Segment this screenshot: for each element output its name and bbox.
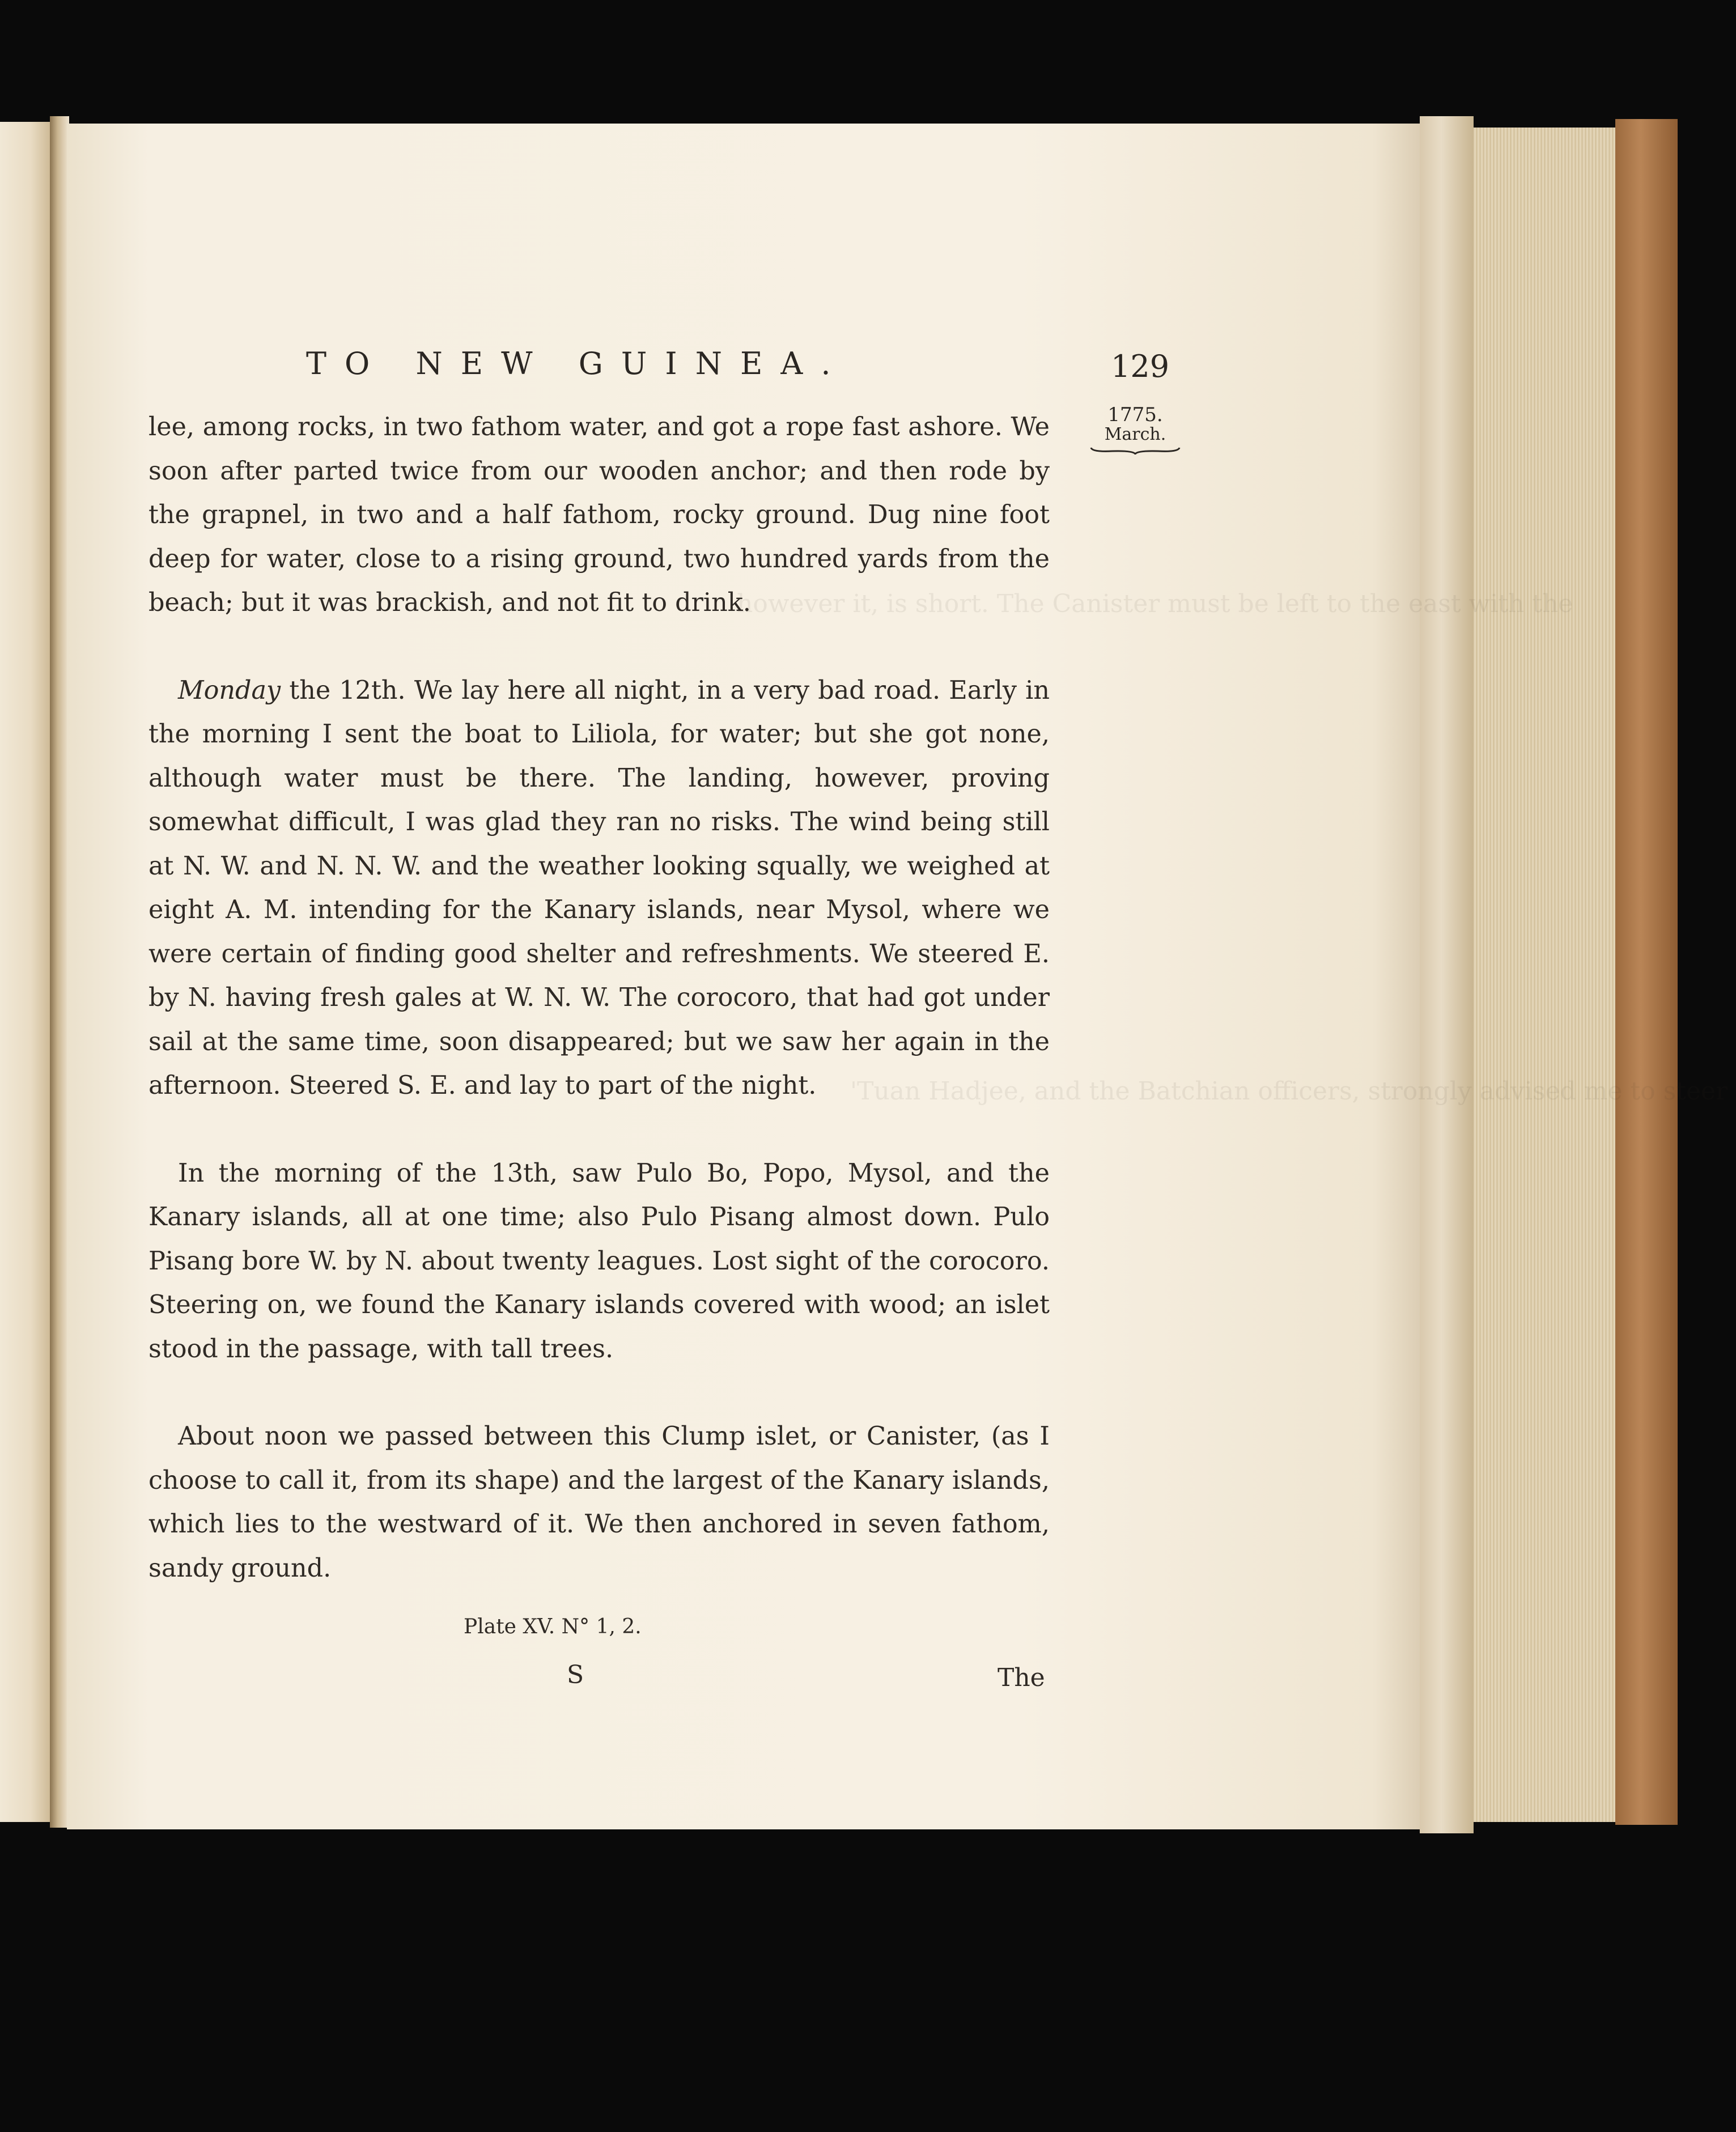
marginal-year: 1775. bbox=[1107, 404, 1163, 426]
day-name: Monday bbox=[178, 676, 281, 705]
show-through: however it, is short. The Canister must be left to the east with the bbox=[737, 589, 1573, 618]
book-gutter bbox=[50, 116, 69, 1828]
page-fore-margin bbox=[1420, 116, 1474, 1833]
plate-reference: Plate XV. N° 1, 2. bbox=[464, 1615, 642, 1638]
paragraph-2 bbox=[148, 669, 1050, 1108]
paragraph-4: About noon we passed between this Clump islet, or Canister, (as I choose to call it, from its shape) and the largest of the Kanary islands, which lies to the westward of it. We then anchored in seven fathom, sandy ground. bbox=[148, 1422, 1050, 1583]
facing-page-edge bbox=[0, 122, 51, 1822]
paragraph-2-text: the 12th. We lay here all night, in a very bad road. Early in the morning I sent the boat to Liliola, for water; but she got none, although water must be there. The landing, however, proving somewhat difficult, I was glad they ran no risks. The wind being still at N. W. and N. N. W. and the weather looking squally, we weighed at eight A. M. intending for the Kanary islands, near Mysol, where we were certain of finding good shelter and refreshments. We steered E. by N. having fresh gales at W. N. W. The corocoro, that had got under sail at the same time, soon disappeared; but we saw her again in the afternoon. Steered S. E. and lay to part of the night. bbox=[148, 676, 1050, 1100]
marginal-month: March. bbox=[1104, 424, 1166, 444]
page-number: 129 bbox=[1111, 349, 1170, 384]
text-block-fore-edge bbox=[1474, 128, 1621, 1822]
running-head: TO NEW GUINEA. bbox=[306, 346, 849, 381]
paragraph-1: lee, among rocks, in two fathom water, and got a rope fast ashore. We soon after parted twice from our wooden anchor; and then rode by the grapnel, in two and a half fathom, rocky ground. Dug nine foot deep for water, close to a rising ground, two hundred yards from the beach; but it was brackish, and not fit to drink. bbox=[148, 413, 1050, 617]
leather-cover-edge bbox=[1615, 119, 1678, 1825]
catchword: The bbox=[998, 1663, 1045, 1692]
show-through: 'Tuan Hadjee, and the Batchian officers, strongly advised me to steer bbox=[850, 1077, 1728, 1106]
paragraph-3: In the morning of the 13th, saw Pulo Bo, Popo, Mysol, and the Kanary islands, all at one time; also Pulo Pisang almost down. Pulo Pisang bore W. by N. about twenty leagues. Lost sight of the corocoro. Steering on, we found the Kanary islands covered with wood; an islet stood in the passage, with tall trees. bbox=[148, 1158, 1050, 1364]
signature-mark: S bbox=[567, 1660, 584, 1689]
body-text bbox=[148, 405, 1050, 1634]
brace-ornament bbox=[1090, 447, 1181, 455]
marginal-date-note bbox=[1087, 405, 1183, 455]
